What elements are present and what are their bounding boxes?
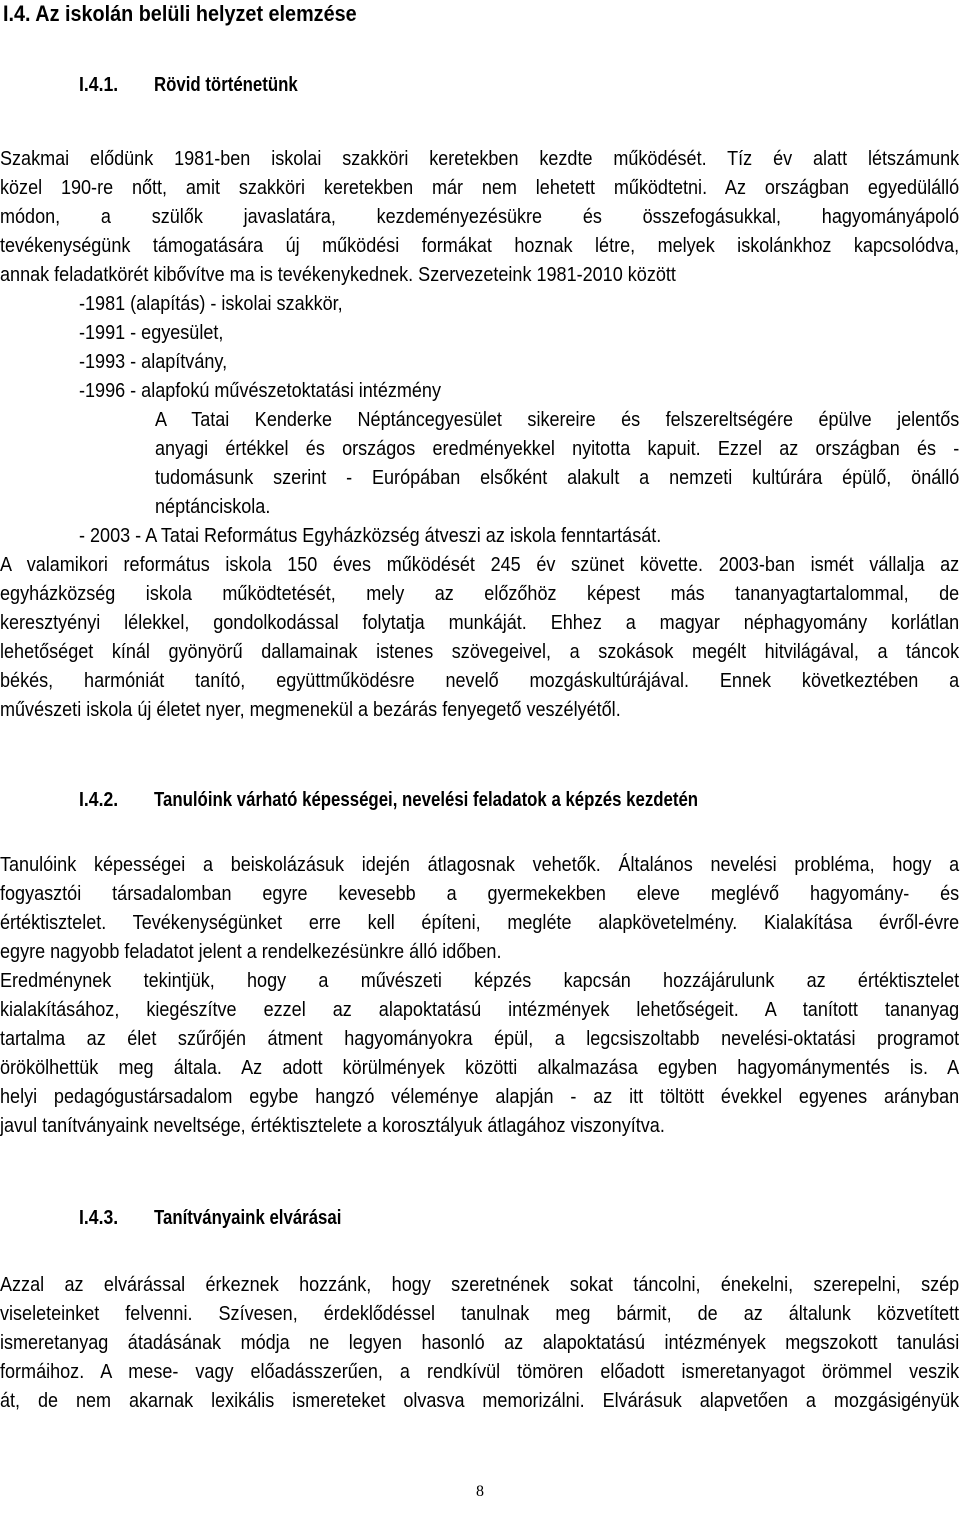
text-line: anyagi értékkel és országos eredményekkel nyitotta kapuit. Ezzel az országban és - bbox=[155, 437, 960, 460]
text-line: tartalma az élet szűrőjén átment hagyományokra épül, a legcsiszoltabb nevelési-oktatási programot bbox=[0, 1027, 960, 1050]
text-line: fogyasztói társadalomban egyre kevesebb a gyermekekben eleve meglévő hagyomány- és bbox=[0, 882, 960, 905]
text-line: viseleteinket felvenni. Szívesen, érdeklődéssel tanulnak meg bármit, de az általunk közvetített bbox=[0, 1302, 960, 1325]
paragraph-results bbox=[0, 966, 959, 1140]
section-title: Tanulóink várható képességei, nevelési feladatok a képzés kezdetén bbox=[154, 789, 699, 811]
list-item: -1993 - alapítvány, bbox=[79, 350, 228, 373]
section-title: Tanítványaink elvárásai bbox=[154, 1207, 342, 1229]
page-number: 8 bbox=[476, 1483, 484, 1500]
text-line: át, de nem akarnak lexikális ismereteket olvasva memorizálni. Elvárásuk alapvetően a mozgásigényük bbox=[0, 1389, 960, 1412]
paragraph-history-continued bbox=[0, 550, 959, 724]
section-number: I.4.1. bbox=[79, 74, 119, 96]
text-line: tudomásunk szerint - Európában elsőként alakult a nemzeti kultúrára épülő, önálló bbox=[155, 466, 960, 489]
organization-list bbox=[79, 289, 871, 405]
text-line: békés, harmóniát tanító, együttműködésre nevelő mozgáskultúrájával. Ennek következtében a bbox=[0, 669, 960, 692]
text-line: módon, a szülők javaslatára, kezdeményezésükre és összefogásukkal, hagyományápoló bbox=[0, 205, 960, 228]
text-line: keresztyényi lélekkel, gondolkodással folytatja munkáját. Ehhez a magyar néphagyomány korlátlan bbox=[0, 611, 960, 634]
text-line: egyre nagyobb feladatot jelent a rendelkezésünkre álló időben. bbox=[0, 940, 502, 963]
text-line: helyi pedagógustársadalom egybe hangzó véleménye alapján - az itt töltött évekkel egyenes arányban bbox=[0, 1085, 960, 1108]
text-line: formáihoz. A mese- vagy előadásszerűen, a rendkívül tömören előadott ismeretanyagot örömmel veszik bbox=[0, 1360, 960, 1383]
text-line: A Tatai Kenderke Néptáncegyesület sikereire és felszereltségére épülve jelentős bbox=[155, 408, 960, 431]
text-line: - 2003 - A Tatai Református Egyházközség átveszi az iskola fenntartását. bbox=[79, 524, 662, 547]
paragraph-history-intro bbox=[0, 144, 959, 289]
text-line: örökölhettük meg általa. Az adott körülmények közötti alkalmazása egyben hagyománymentés is. A bbox=[0, 1056, 960, 1079]
section-number: I.4.2. bbox=[79, 789, 119, 811]
text-line: néptánciskola. bbox=[155, 495, 271, 518]
text-line: egyházközség iskola működtetését, mely az előzőhöz képest más tananyagtartalommal, de bbox=[0, 582, 960, 605]
paragraph-expectations bbox=[0, 1270, 959, 1415]
text-line: ismeretanyag átadásának módja ne legyen hasonló az alapoktatású intézmények megszokott tanulási bbox=[0, 1331, 960, 1354]
text-line: művészeti iskola új életet nyer, megmenekül a bezárás fenyegető veszélyétől. bbox=[0, 698, 621, 721]
text-line: Szakmai elődünk 1981-ben iskolai szakköri keretekben kezdte működését. Tíz év alatt létszámunk bbox=[0, 147, 960, 170]
text-line: tevékenységünk támogatására új működési formákat hoznak létre, melyek iskolánkhoz kapcsolódva, bbox=[0, 234, 960, 257]
list-item: -1981 (alapítás) - iskolai szakkör, bbox=[79, 292, 343, 315]
list-item-2003 bbox=[79, 521, 871, 550]
text-line: javul tanítványaink neveltsége, értéktiszteletе a korosztályuk átlagához viszonyítva. bbox=[0, 1114, 665, 1137]
section-heading-2 bbox=[79, 787, 939, 813]
list-item: -1991 - egyesület, bbox=[79, 321, 224, 344]
section-heading-3 bbox=[79, 1205, 579, 1231]
list-item: -1996 - alapfokú művészetoktatási intézmény bbox=[79, 379, 441, 402]
paragraph-abilities bbox=[0, 850, 959, 966]
text-line: lehetőséget kínál gyönyörű dallamainak istenes szövegeivel, a szokások megélt hitvilágával, a táncok bbox=[0, 640, 960, 663]
text-line: Azzal az elvárással érkeznek hozzánk, hogy szeretnének sokat táncolni, énekelni, szerepelni, szép bbox=[0, 1273, 960, 1296]
inset-paragraph bbox=[155, 405, 959, 521]
section-number: I.4.3. bbox=[79, 1207, 119, 1229]
text-line: annak feladatkörét kibővítve ma is tevékenykednek. Szervezeteink 1981-2010 között bbox=[0, 263, 676, 286]
main-heading: I.4. Az iskolán belüli helyzet elemzése bbox=[3, 1, 357, 26]
text-line: Tanulóink képességei a beiskolázásuk idején átlagosnak vehetők. Általános nevelési probléma, hogy a bbox=[0, 853, 960, 876]
text-line: értéktisztelet. Tevékenységünket erre kell építeni, megléte alapkövetelmény. Kialakítása évről-évre bbox=[0, 911, 960, 934]
text-line: kialakításához, kiegészítve ezzel az alapoktatású intézmények lehetőségeit. A tanított tananyag bbox=[0, 998, 960, 1021]
section-heading-1 bbox=[79, 72, 479, 98]
text-line: Eredménynek tekintjük, hogy a művészeti képzés kapcsán hozzájárulunk az értéktisztelet bbox=[0, 969, 960, 992]
section-title: Rövid történetünk bbox=[154, 74, 298, 96]
text-line: A valamikori református iskola 150 éves működését 245 év szünet követte. 2003-ban ismét vállalja az bbox=[0, 553, 960, 576]
text-line: közel 190-re nőtt, amit szakköri keretekben már nem lehetett működtetni. Az országban egyedülálló bbox=[0, 176, 960, 199]
